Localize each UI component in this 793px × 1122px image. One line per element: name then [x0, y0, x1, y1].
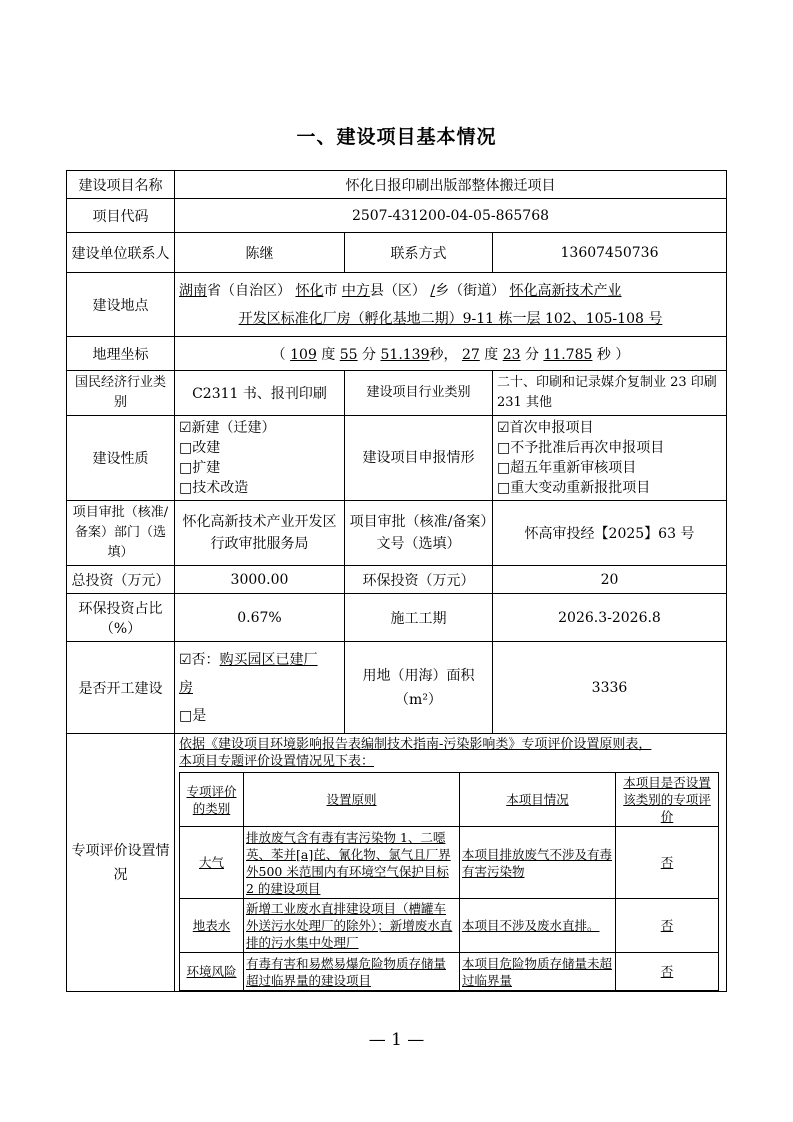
- cell-rule: 排放废气含有毒有害污染物 1、二噁英、苯并[a]芘、氰化物、氯气且厂界外500 米范围内有环境空气保护目标 2 的建设项目: [244, 827, 460, 899]
- apply-option-major-change[interactable]: □重大变动重新报批项目: [497, 480, 651, 496]
- loc-detail-2: 开发区标准化厂房（孵化基地二期）9-11 栋一层 102、105-108 号: [238, 310, 663, 327]
- nature-label: 建设性质: [67, 416, 175, 501]
- loc-city-unit: 市: [323, 282, 338, 299]
- investment-label: 总投资（万元）: [67, 566, 175, 594]
- cell-category: 大气: [180, 827, 244, 899]
- cell-set: 否: [616, 899, 719, 953]
- row-approval: [67, 501, 727, 566]
- sec-label-2: 秒: [596, 346, 611, 363]
- ratio-label: 环保投资占比（%）: [67, 594, 175, 642]
- approval-label: 项目审批（核准/备案）部门（选填）: [67, 501, 175, 566]
- investment-value: 3000.00: [175, 566, 345, 594]
- cell-rule: 有毒有害和易燃易爆危险物质存储量超过临界量的建设项目: [244, 953, 460, 991]
- lon-min: 55: [339, 346, 358, 363]
- page-title: 一、建设项目基本情况: [296, 126, 497, 148]
- env-investment-value: 20: [493, 566, 727, 594]
- industry-cat-label: 建设项目行业类别: [345, 371, 493, 416]
- loc-county-unit: 县（区）: [369, 282, 426, 299]
- phone-value: 13607450736: [493, 233, 727, 273]
- table-row: [180, 899, 719, 953]
- row-investment: [67, 566, 727, 594]
- cell-set: 否: [616, 953, 719, 991]
- row-location: [67, 273, 727, 337]
- lon-deg: 109: [290, 346, 317, 363]
- coordinates-label: 地理坐标: [67, 337, 175, 371]
- area-value: 3336: [493, 642, 727, 734]
- approval-doc: 怀高审投经【2025】63 号: [493, 501, 727, 566]
- contact-value: 陈继: [175, 233, 345, 273]
- coordinates-value: [175, 337, 727, 371]
- deg-label: 度: [321, 346, 336, 363]
- cell-situation: 本项目危险物质存储量未超过临界量: [460, 953, 616, 991]
- special-intro-2: 本项目专题评价设置情况见下表：: [179, 754, 375, 769]
- started-options: [175, 642, 345, 734]
- special-intro-1: 依据《建设项目环境影响报告表编制技术指南-污染影响类》专项评价设置原则表，: [179, 737, 652, 752]
- cell-category: 地表水: [180, 899, 244, 953]
- approval-dept: 怀化高新技术产业开发区行政审批服务局: [175, 501, 345, 566]
- phone-label: 联系方式: [345, 233, 493, 273]
- header-rule: 设置原则: [244, 773, 460, 827]
- loc-city: 怀化: [295, 282, 324, 299]
- nature-option-rebuild[interactable]: □改建: [179, 440, 221, 456]
- deg-label-2: 度: [484, 346, 499, 363]
- env-investment-label: 环保投资（万元）: [345, 566, 493, 594]
- special-header-row: [180, 773, 719, 827]
- industry-label: 国民经济行业类别: [67, 371, 175, 416]
- area-label: 用地（用海）面积（m²）: [345, 642, 493, 734]
- row-project-name: [67, 171, 727, 199]
- lon-sec: 51.139: [380, 346, 430, 363]
- loc-detail-1: 怀化高新技术产业: [509, 282, 622, 299]
- loc-county: 中方: [341, 282, 370, 299]
- table-row: [180, 827, 719, 899]
- min-label-2: 分: [524, 346, 539, 363]
- special-content: [175, 734, 727, 992]
- cell-set: 否: [616, 827, 719, 899]
- nature-option-new[interactable]: ☑新建（迁建）: [179, 420, 276, 436]
- sec-label: 秒: [429, 346, 444, 363]
- lat-deg: 27: [461, 346, 480, 363]
- approval-doc-label: 项目审批（核准/备案）文号（选填）: [345, 501, 493, 566]
- loc-province: 湖南: [179, 282, 207, 299]
- started-no-check[interactable]: ☑否：: [179, 651, 220, 668]
- row-industry: [67, 371, 727, 416]
- header-situation: 本项目情况: [460, 773, 616, 827]
- row-ratio: [67, 594, 727, 642]
- nature-option-tech[interactable]: □技术改造: [179, 480, 249, 496]
- ratio-value: 0.67%: [175, 594, 345, 642]
- min-label: 分: [362, 346, 377, 363]
- header-category: 专项评价的类别: [180, 773, 244, 827]
- loc-town: /: [430, 282, 436, 299]
- apply-label: 建设项目申报情形: [345, 416, 493, 501]
- row-nature: [67, 416, 727, 501]
- location-label: 建设地点: [67, 273, 175, 337]
- started-no-text-2: 房: [179, 679, 193, 696]
- cell-situation: 本项目不涉及废水直排。: [460, 899, 616, 953]
- contact-label: 建设单位联系人: [67, 233, 175, 273]
- special-label: 专项评价设置情况: [67, 734, 175, 992]
- period-label: 施工工期: [345, 594, 493, 642]
- table-row: [180, 953, 719, 991]
- apply-option-resubmit[interactable]: □不予批准后再次申报项目: [497, 440, 665, 456]
- row-project-code: [67, 199, 727, 233]
- period-value: 2026.3-2026.8: [493, 594, 727, 642]
- project-name-label: 建设项目名称: [67, 171, 175, 199]
- header-set: 本项目是否设置该类别的专项评价: [616, 773, 719, 827]
- apply-option-first[interactable]: ☑首次申报项目: [497, 420, 594, 436]
- row-coordinates: [67, 337, 727, 371]
- project-code-label: 项目代码: [67, 199, 175, 233]
- location-value: [175, 273, 727, 337]
- apply-options: [493, 416, 727, 501]
- started-label: 是否开工建设: [67, 642, 175, 734]
- coord-open: （: [271, 346, 286, 363]
- cell-rule: 新增工业废水直排建设项目（槽罐车外送污水处理厂的除外）；新增废水直排的污水集中处理厂: [244, 899, 460, 953]
- special-eval-table: [179, 772, 719, 991]
- row-started: [67, 642, 727, 734]
- project-name-value: 怀化日报印刷出版部整体搬迁项目: [175, 171, 727, 199]
- apply-option-five-year[interactable]: □超五年重新审核项目: [497, 460, 637, 476]
- page-number: — 1 —: [368, 1030, 425, 1050]
- industry-cat-value: 二十、印刷和记录媒介复制业 23 印刷 231 其他: [493, 371, 727, 416]
- loc-province-unit: 省（自治区）: [207, 282, 291, 299]
- loc-town-unit: 乡（街道）: [435, 282, 506, 299]
- cell-category: 环境风险: [180, 953, 244, 991]
- project-info-table: [66, 170, 727, 992]
- industry-value: C2311 书、报刊印刷: [175, 371, 345, 416]
- project-code-value: 2507-431200-04-05-865768: [175, 199, 727, 233]
- started-no-text: 购买园区已建厂: [219, 651, 318, 668]
- nature-option-expand[interactable]: □扩建: [179, 460, 221, 476]
- coord-sep: ，: [443, 346, 458, 363]
- nature-options: [175, 416, 345, 501]
- row-contact: [67, 233, 727, 273]
- started-yes-check[interactable]: □是: [179, 707, 207, 724]
- lat-sec: 11.785: [543, 346, 593, 363]
- row-special: [67, 734, 727, 992]
- coord-close: ）: [615, 346, 630, 363]
- cell-situation: 本项目排放废气不涉及有毒有害污染物: [460, 827, 616, 899]
- lat-min: 23: [502, 346, 521, 363]
